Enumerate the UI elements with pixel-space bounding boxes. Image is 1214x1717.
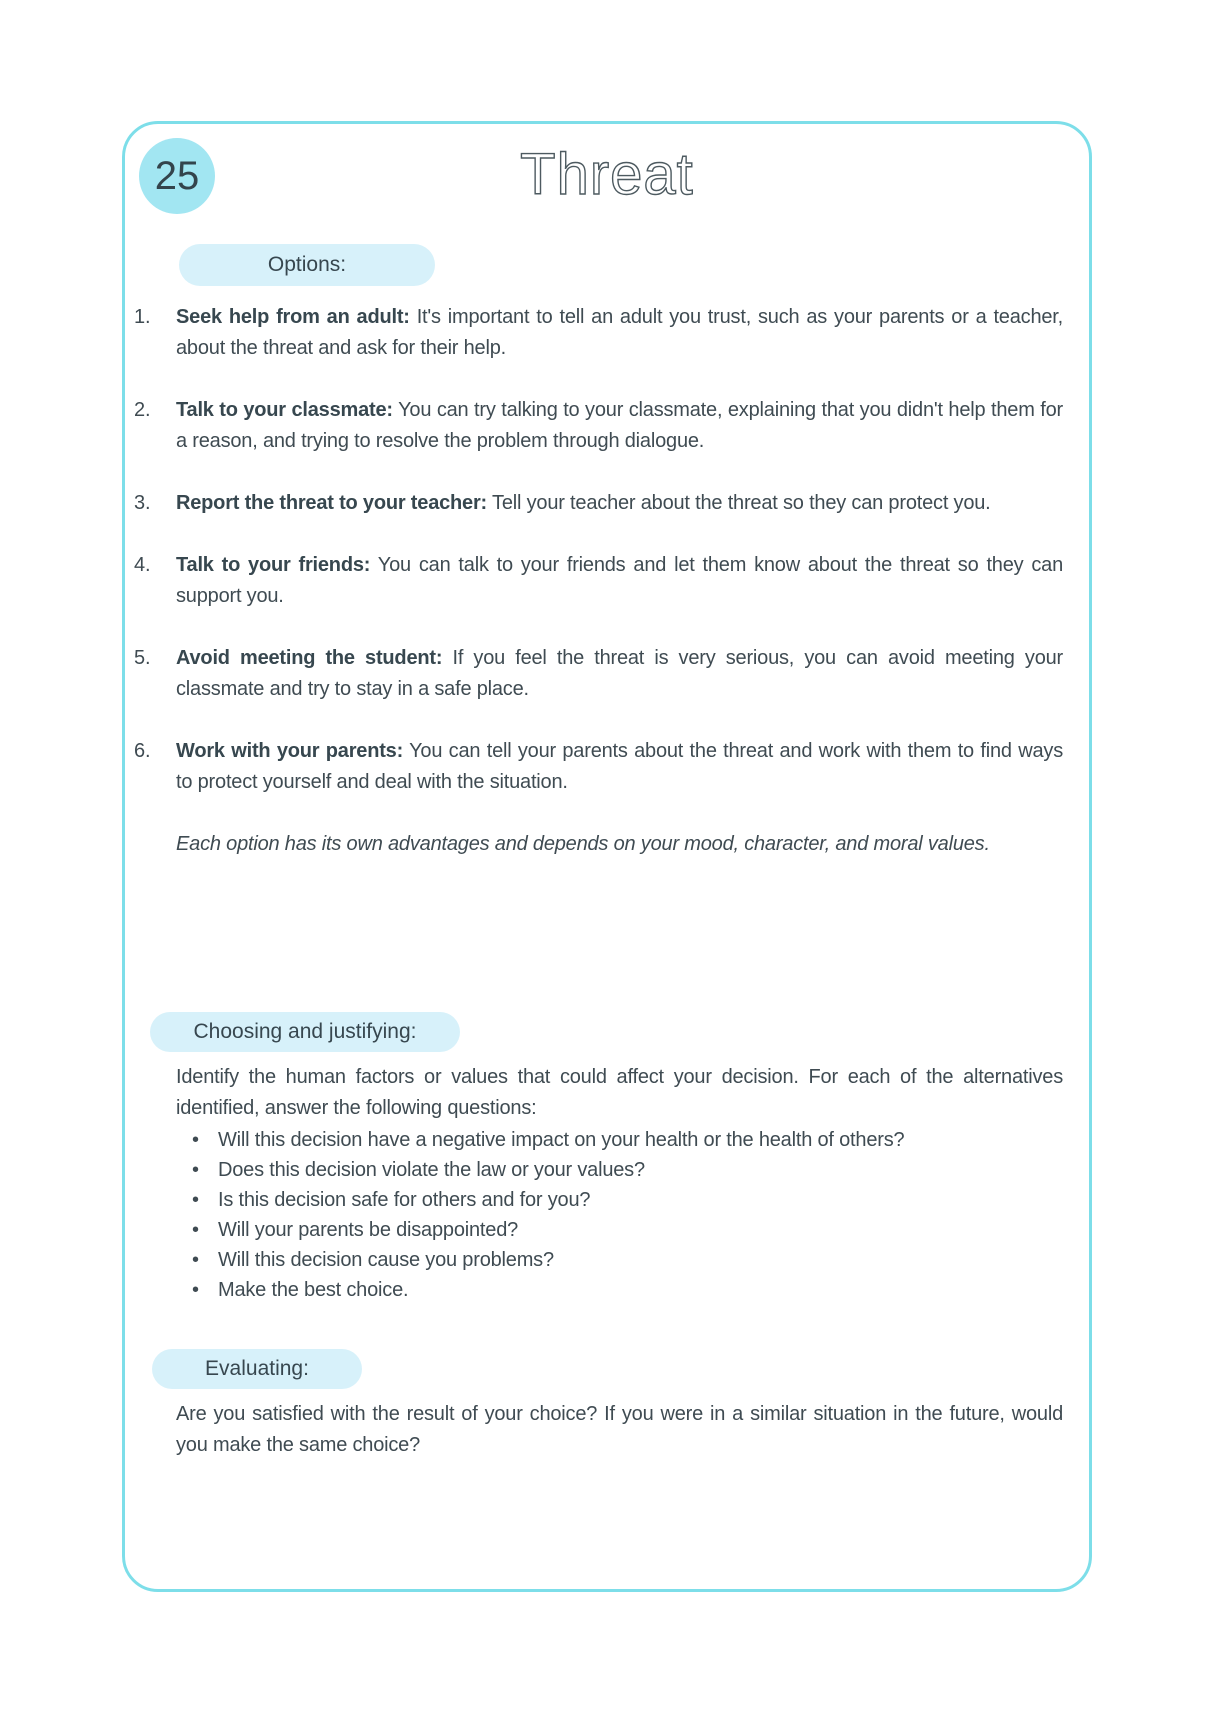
option-lead: Work with your parents:: [176, 740, 404, 762]
questions-list: [125, 1125, 1063, 1305]
list-item: [130, 488, 1063, 519]
options-list: [130, 302, 1063, 798]
advice-note: Each option has its own advantages and depends on your mood, character, and moral values.: [176, 833, 990, 855]
question-item: • Will this decision have a negative impact on your health or the health of others?: [218, 1125, 1063, 1155]
option-lead: Avoid meeting the student:: [176, 647, 443, 669]
option-lead: Report the threat to your teacher:: [176, 492, 488, 514]
option-text: Tell your teacher about the threat so they can protect you.: [492, 492, 991, 514]
list-item: [130, 395, 1063, 457]
question-item: • Will this decision cause you problems?: [218, 1245, 1063, 1275]
list-item: [130, 643, 1063, 705]
question-item: • Is this decision safe for others and for you?: [218, 1185, 1063, 1215]
option-text: You can try talking to your classmate, explaining that you didn't help them for a reason, and trying to resolve the problem through dialogue.: [176, 399, 1063, 452]
option-text: It's important to tell an adult you trust, such as your parents or a teacher, about the threat and ask for their help.: [176, 306, 1064, 359]
list-item: [130, 550, 1063, 612]
option-text: You can tell your parents about the threat and work with them to find ways to protect yourself and deal with the situation.: [176, 740, 1063, 793]
options-section-label: Options:: [267, 253, 347, 276]
page-number-badge: [139, 138, 215, 214]
option-lead: Seek help from an adult:: [176, 306, 410, 328]
option-lead: Talk to your friends:: [176, 554, 371, 576]
list-item: [130, 302, 1063, 364]
worksheet-card: [122, 121, 1092, 1592]
question-item: • Does this decision violate the law or your values?: [218, 1155, 1063, 1185]
question-item: • Will your parents be disappointed?: [218, 1215, 1063, 1245]
evaluating-text: Are you satisfied with the result of your choice? If you were in a similar situation in the future, would you make the same choice?: [176, 1403, 1063, 1456]
option-text: If you feel the threat is very serious, you can avoid meeting your classmate and try to stay in a safe place.: [176, 647, 1064, 700]
option-text: You can talk to your friends and let them know about the threat so they can support you.: [176, 554, 1064, 607]
choosing-intro: Identify the human factors or values that could affect your decision. For each of the alternatives identified, answer the following questions:: [176, 1066, 1063, 1119]
option-lead: Talk to your classmate:: [176, 399, 393, 421]
page-title: Threat: [520, 142, 694, 207]
evaluating-section-pill: [152, 1349, 362, 1389]
choosing-section-label: Choosing and justifying:: [193, 1020, 417, 1043]
choosing-section-pill: [150, 1012, 460, 1052]
question-item: • Make the best choice.: [218, 1275, 1063, 1305]
page-number: 25: [154, 153, 200, 198]
evaluating-section-label: Evaluating:: [205, 1357, 309, 1380]
list-item: [130, 736, 1063, 798]
options-section-pill: [179, 244, 435, 286]
